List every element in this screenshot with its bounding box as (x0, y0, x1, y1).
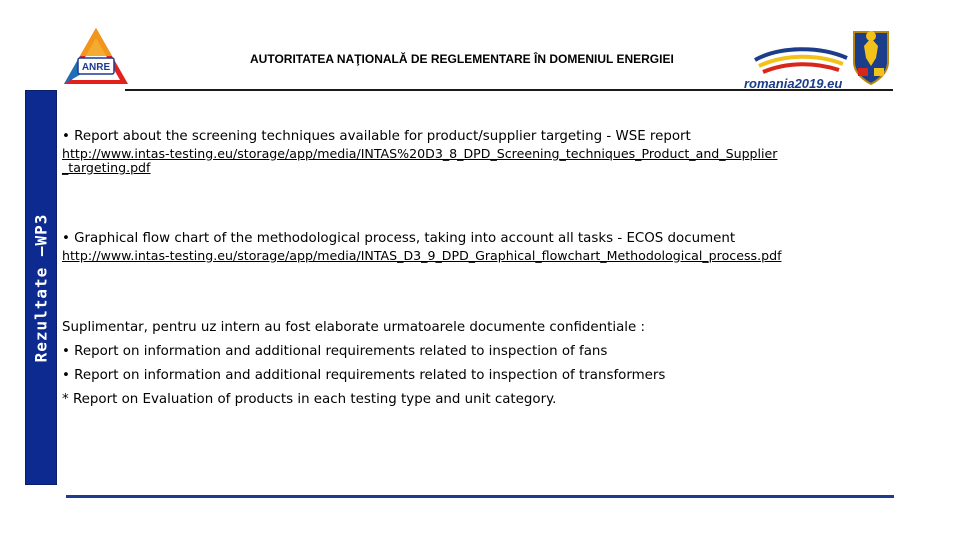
supplement-section (62, 316, 782, 412)
item-text: • Report about the screening techniques available for product/supplier targeting - WSE report (62, 129, 691, 144)
footer-divider (66, 495, 894, 498)
item-text: • Graphical flow chart of the methodological process, taking into account all tasks - ECOS document (62, 231, 736, 246)
item-link[interactable]: http://www.intas-testing.eu/storage/app/media/INTAS_D3_9_DPD_Graphical_flowchart_Methodological_process.pdf (62, 248, 782, 263)
supplement-intro: Suplimentar, pentru uz intern au fost elaborate urmatoarele documente confidentiale : (62, 320, 646, 335)
item-screening-report (62, 127, 782, 175)
section-sidebar (25, 90, 57, 485)
romania-coat-of-arms-icon (848, 24, 894, 88)
supplement-item: • Report on information and additional requirements related to inspection of fans (62, 344, 608, 359)
romania2019-logo-text: romania2019.eu (744, 76, 843, 91)
supplement-item: * Report on Evaluation of products in each testing type and unit category. (62, 392, 557, 407)
supplement-item: • Report on information and additional requirements related to inspection of transformers (62, 368, 666, 383)
item-flowchart-document (62, 229, 782, 263)
anre-logo-text: ANRE (81, 62, 111, 73)
item-link[interactable]: http://www.intas-testing.eu/storage/app/media/INTAS%20D3_8_DPD_Screening_techniques_Product_and_Supplier_targeting.pdf (62, 146, 778, 175)
sidebar-label: Rezultate –WP3 (31, 213, 51, 362)
page-title: AUTORITATEA NAŢIONALĂ DE REGLEMENTARE ÎN DOMENIUL ENERGIEI (250, 52, 674, 66)
anre-logo (60, 24, 132, 88)
